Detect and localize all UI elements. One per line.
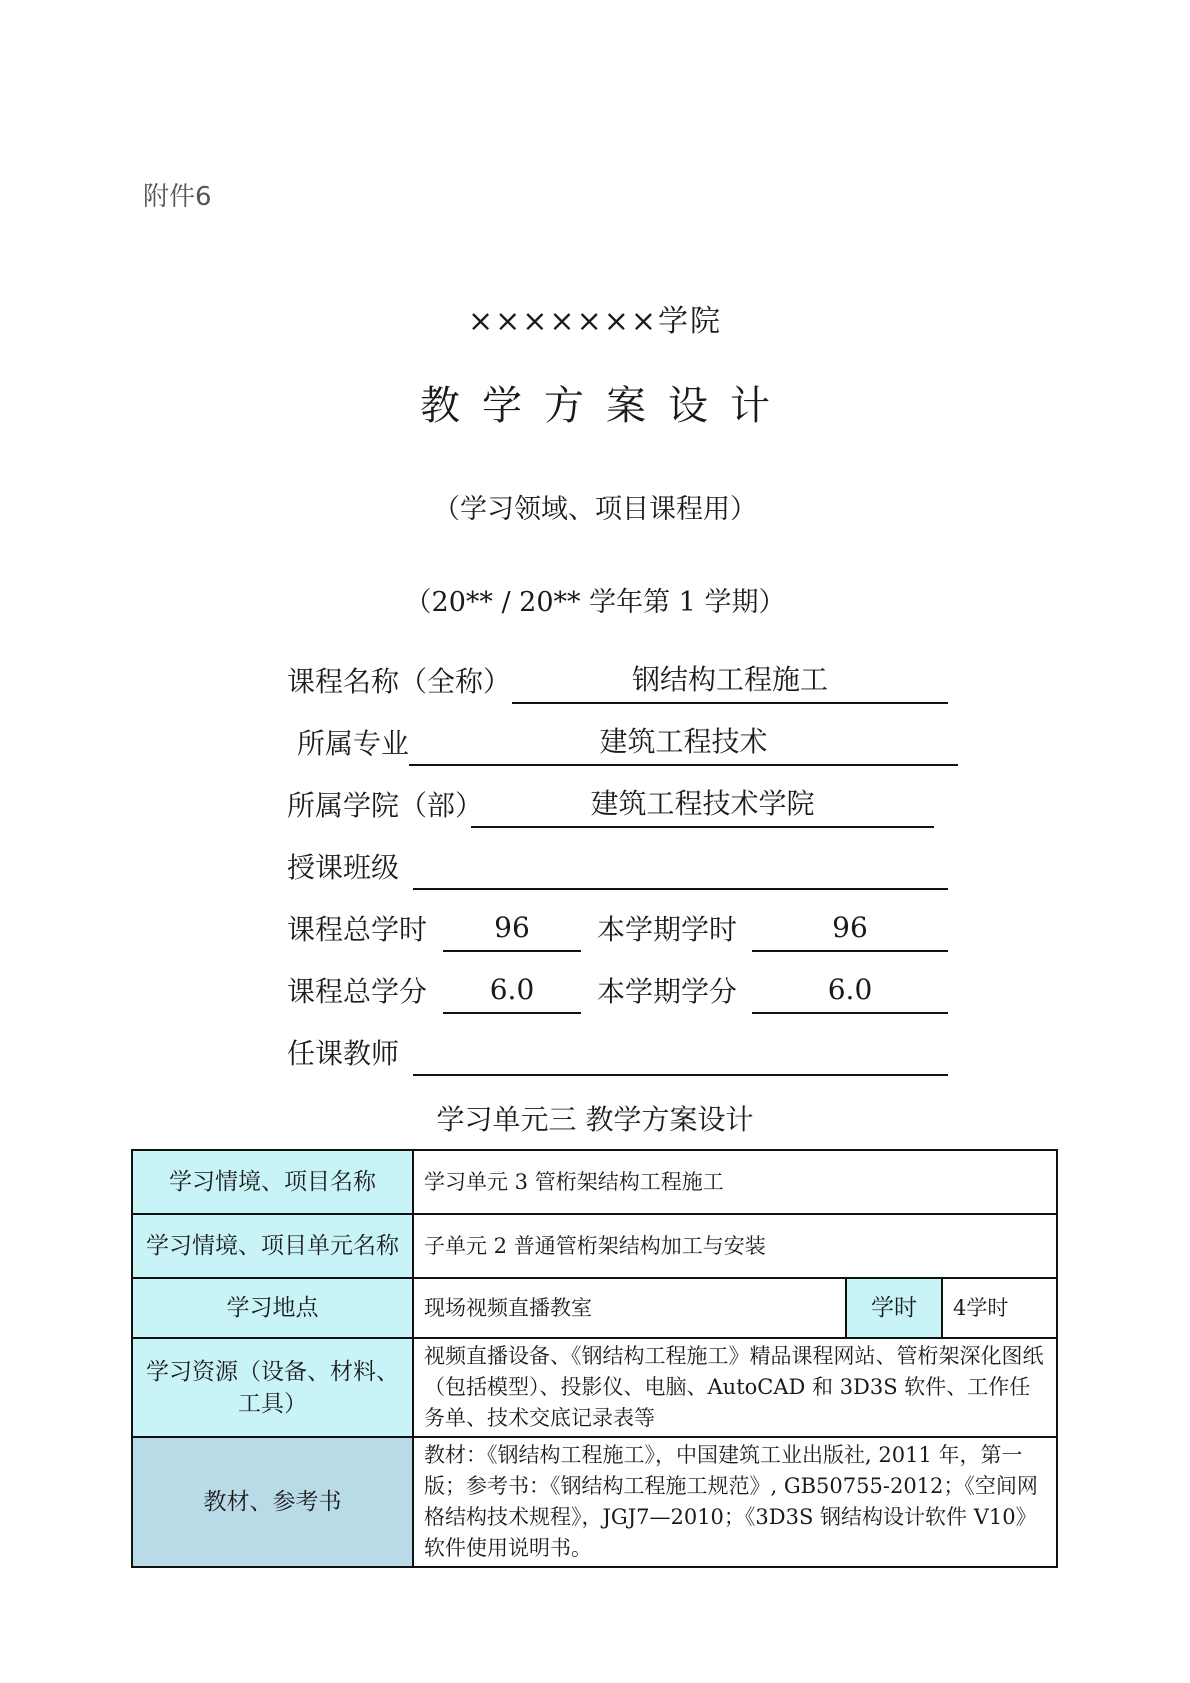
unit-name-cell: 子单元 2 普通管桁架结构加工与安装 <box>413 1214 1057 1278</box>
total-hours-label: 课程总学时 <box>287 913 428 946</box>
course-name-row <box>0 660 1190 704</box>
project-name-cell: 学习单元 3 管桁架结构工程施工 <box>413 1150 1057 1214</box>
major-row <box>0 722 1190 766</box>
table-row <box>132 1150 1057 1214</box>
total-hours-field[interactable]: 96 <box>443 908 581 952</box>
hours-row <box>0 908 1190 952</box>
school-label: 所属学院（部） <box>287 789 484 822</box>
lesson-plan-table <box>131 1149 1058 1568</box>
term-hours-label: 本学期学时 <box>597 913 738 946</box>
college-name: ×××××××学院 <box>468 304 722 339</box>
class-row <box>0 846 1190 890</box>
table-row <box>132 1278 1057 1338</box>
class-field[interactable] <box>413 846 948 890</box>
table-row <box>132 1437 1057 1567</box>
location-header: 学习地点 <box>132 1278 413 1338</box>
teacher-label: 任课教师 <box>287 1037 400 1070</box>
class-label: 授课班级 <box>287 851 400 884</box>
major-label: 所属专业 <box>297 727 410 760</box>
school-field[interactable]: 建筑工程技术学院 <box>471 784 934 828</box>
table-row <box>132 1214 1057 1278</box>
document-subtitle: （学习领域、项目课程用） <box>433 494 757 525</box>
major-field[interactable]: 建筑工程技术 <box>409 722 958 766</box>
total-credits-label: 课程总学分 <box>287 975 428 1008</box>
project-name-header: 学习情境、项目名称 <box>132 1150 413 1214</box>
textbooks-header: 教材、参考书 <box>132 1437 413 1567</box>
unit-name-header: 学习情境、项目单元名称 <box>132 1214 413 1278</box>
document-title: 教学方案设计 <box>420 383 792 429</box>
resources-header: 学习资源（设备、材料、工具） <box>132 1338 413 1437</box>
credits-row <box>0 970 1190 1014</box>
hours-header: 学时 <box>846 1278 942 1338</box>
course-name-field[interactable]: 钢结构工程施工 <box>512 660 948 704</box>
teacher-row <box>0 1032 1190 1076</box>
attachment-label: 附件6 <box>143 182 212 212</box>
term-credits-field[interactable]: 6.0 <box>752 970 948 1014</box>
table-row <box>132 1338 1057 1437</box>
academic-term: （20** / 20** 学年第 1 学期） <box>404 587 786 618</box>
term-hours-field[interactable]: 96 <box>752 908 948 952</box>
term-credits-label: 本学期学分 <box>597 975 738 1008</box>
total-credits-field[interactable]: 6.0 <box>443 970 581 1014</box>
course-name-label: 课程名称（全称） <box>287 665 512 698</box>
resources-cell: 视频直播设备、《钢结构工程施工》精品课程网站、管桁架深化图纸（包括模型）、投影仪、电脑、AutoCAD 和 3D3S 软件、工作任务单、技术交底记录表等 <box>413 1338 1057 1437</box>
hours-cell: 4学时 <box>942 1278 1057 1338</box>
school-row <box>0 784 1190 828</box>
textbooks-cell: 教材：《钢结构工程施工》，中国建筑工业出版社, 2011 年，第一版；参考书：《钢结构工程施工规范》, GB50755-2012；《空间网格结构技术规程》，JGJ7—2010；《3D3S 钢结构设计软件 V10》软件使用说明书。 <box>413 1437 1057 1567</box>
teacher-field[interactable] <box>413 1032 948 1076</box>
location-cell: 现场视频直播教室 <box>413 1278 846 1338</box>
unit-title: 学习单元三 教学方案设计 <box>436 1103 754 1136</box>
